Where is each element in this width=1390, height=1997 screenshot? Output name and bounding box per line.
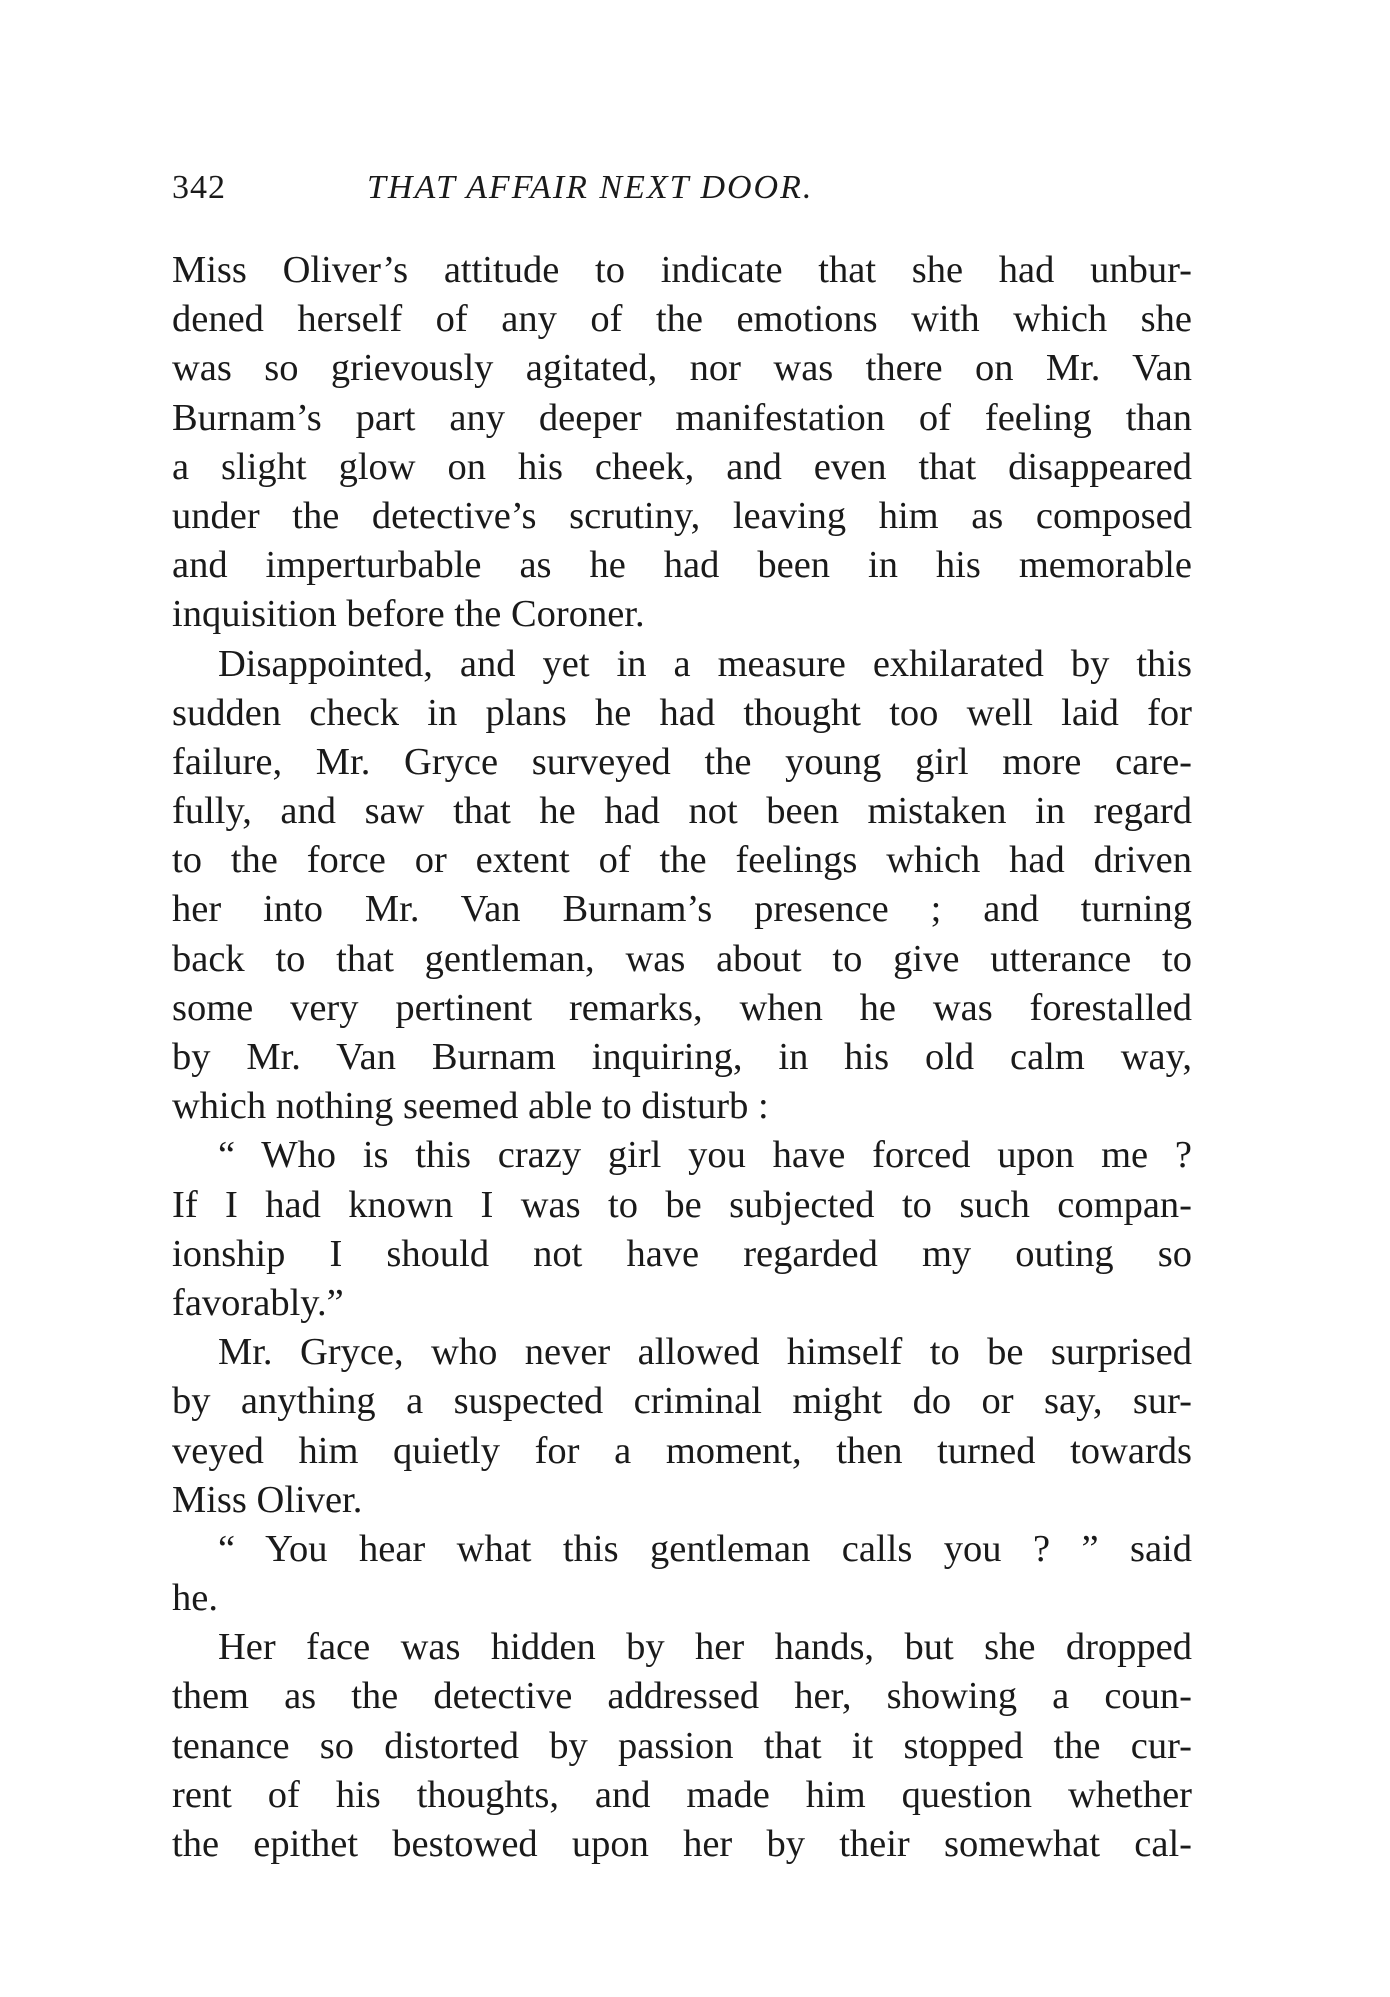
text-line: sudden check in plans he had thought too well laid for [172,691,1192,734]
text-line: them as the detective addressed her, showing a coun- [172,1675,1192,1718]
text-line: dened herself of any of the emotions with which she [172,298,1192,341]
text-line: he. [172,1577,218,1620]
text-line: was so grievously agitated, nor was there on Mr. Van [172,347,1192,390]
running-title: THAT AFFAIR NEXT DOOR. [367,169,814,206]
text-line: tenance so distorted by passion that it stopped the cur- [172,1724,1192,1767]
text-line: a slight glow on his cheek, and even that disappeared [172,445,1192,488]
text-line: “ Who is this crazy girl you have forced upon me ? [218,1134,1192,1177]
text-line: back to that gentleman, was about to give utterance to [172,937,1192,980]
text-line: to the force or extent of the feelings which had driven [172,839,1192,882]
text-line: “ You hear what this gentleman calls you ? ” said [218,1527,1192,1570]
text-line: rent of his thoughts, and made him question whether [172,1773,1192,1816]
text-line: failure, Mr. Gryce surveyed the young girl more care- [172,740,1192,783]
text-line: some very pertinent remarks, when he was forestalled [172,986,1192,1029]
text-line: Her face was hidden by her hands, but she dropped [218,1626,1192,1669]
text-line: by anything a suspected criminal might do or say, sur- [172,1380,1192,1423]
text-line: ionship I should not have regarded my outing so [172,1232,1192,1275]
text-line: and imperturbable as he had been in his memorable [172,544,1192,587]
text-line: which nothing seemed able to disturb : [172,1085,769,1128]
running-head [172,163,1192,213]
text-line: her into Mr. Van Burnam’s presence ; and turning [172,888,1192,931]
body-text [172,246,1192,1869]
text-line: Miss Oliver’s attitude to indicate that she had unbur- [172,249,1192,291]
text-line: fully, and saw that he had not been mistaken in regard [172,790,1192,833]
text-line: favorably.” [172,1281,344,1324]
text-line: veyed him quietly for a moment, then turned towards [172,1429,1192,1472]
text-line: Miss Oliver. [172,1478,363,1521]
page-number: 342 [172,169,226,206]
text-line: by Mr. Van Burnam inquiring, in his old calm way, [172,1036,1192,1078]
text-line: the epithet bestowed upon her by their somewhat cal- [172,1823,1192,1865]
text-line: Mr. Gryce, who never allowed himself to be surprised [218,1331,1192,1374]
text-line: Disappointed, and yet in a measure exhilarated by this [218,642,1192,685]
text-line: Burnam’s part any deeper manifestation of feeling than [172,396,1192,439]
text-line: under the detective’s scrutiny, leaving him as composed [172,494,1192,537]
text-line: inquisition before the Coroner. [172,593,645,636]
text-line: If I had known I was to be subjected to such compan- [172,1183,1192,1226]
